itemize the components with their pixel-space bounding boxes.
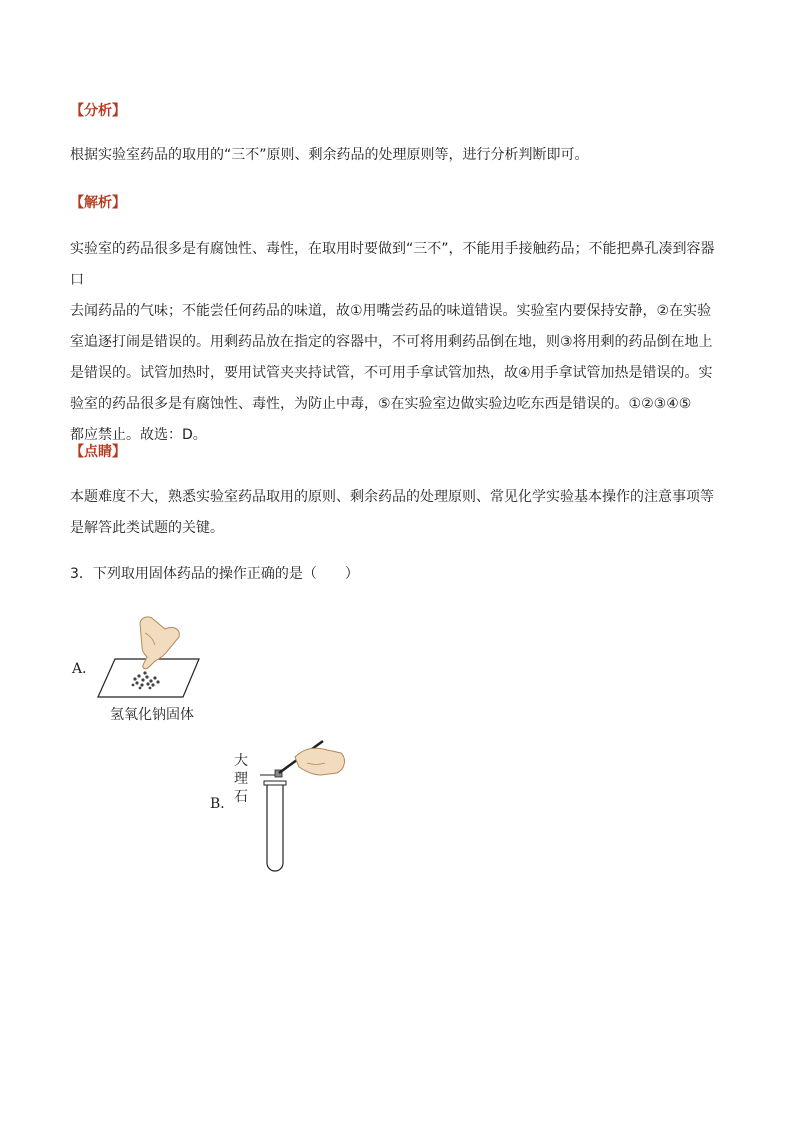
solution-line: 都应禁止。故选：D。 xyxy=(70,427,207,443)
solution-line: 室追逐打闹是错误的。用剩药品放在指定的容器中，不可将用剩药品倒在地，则③将用剩的药品倒在地上 xyxy=(70,334,713,350)
caption-char: 石 xyxy=(234,789,248,805)
caption-char: 理 xyxy=(234,771,248,787)
solution-line: 去闻药品的气味；不能尝任何药品的味道，故①用嘴尝药品的味道错误。实验室内要保持安静，②在实验 xyxy=(70,303,712,319)
caption-char: 大 xyxy=(234,753,248,769)
solution-line: 是错误的。试管加热时，要用试管夹夹持试管，不可用手拿试管加热，故④用手拿试管加热是错误的。实 xyxy=(70,365,713,381)
option-a-label: A． xyxy=(72,661,97,677)
option-b-illustration xyxy=(255,735,355,875)
solution-heading: 【解析】 xyxy=(70,195,126,211)
comment-body xyxy=(70,482,720,544)
analysis-text: 根据实验室药品的取用的“三不”原则、剩余药品的处理原则等，进行分析判断即可。 xyxy=(70,147,589,163)
comment-line: 本题难度不大，熟悉实验室药品取用的原则、剩余药品的处理原则、常见化学实验基本操作的注意事项等 xyxy=(70,489,714,505)
option-a-caption: 氢氧化钠固体 xyxy=(110,707,194,723)
analysis-heading: 【分析】 xyxy=(70,103,126,119)
option-a-illustration xyxy=(95,615,205,700)
comment-line: 是解答此类试题的关键。 xyxy=(70,520,224,536)
comment-heading: 【点睛】 xyxy=(70,444,126,460)
option-b-label: B． xyxy=(210,796,235,812)
solution-line: 实验室的药品很多是有腐蚀性、毒性，在取用时要做到“三不”，不能用手接触药品；不能把鼻孔凑到容器口 xyxy=(70,241,715,288)
question-text: 3．下列取用固体药品的操作正确的是（ ） xyxy=(70,566,359,582)
solution-line: 验室的药品很多是有腐蚀性、毒性，为防止中毒，⑤在实验室边做实验边吃东西是错误的。①②③④⑤ xyxy=(70,396,692,412)
solution-body xyxy=(70,234,720,451)
option-b-caption xyxy=(233,752,249,806)
